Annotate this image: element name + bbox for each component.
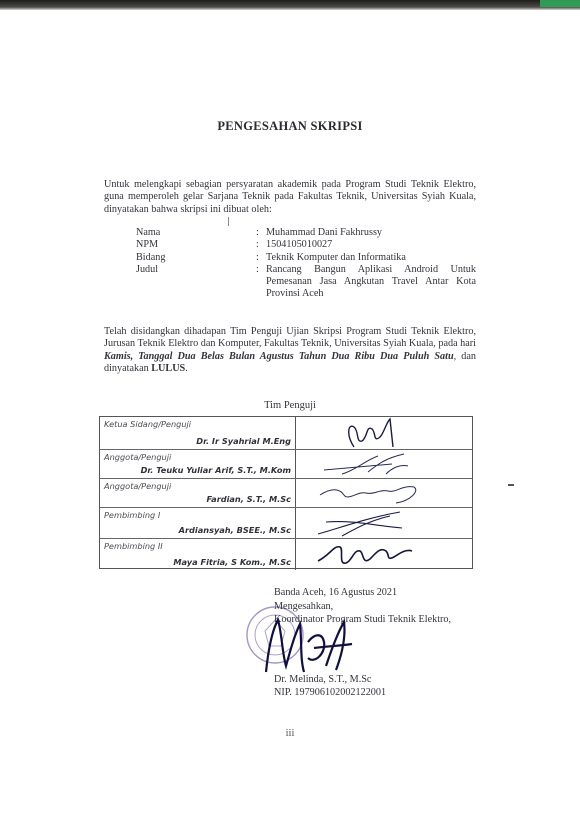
approval-place-date: Banda Aceh, 16 Agustus 2021	[274, 587, 398, 598]
intro-paragraph: Untuk melengkapi sebagian persyaratan akademik pada Program Studi Teknik Elektro, guna memperoleh gelar Sarjana Teknik pada Fakultas Teknik, Universitas Syiah Kuala, dinyatakan bahwa skripsi ini dibuat oleh:	[104, 179, 476, 215]
examiner-name: Ardiansyah, BSEE., M.Sc	[178, 525, 291, 535]
colon: :	[256, 251, 259, 263]
colon: :	[256, 227, 259, 238]
approval-nip: NIP. 197906102002122001	[274, 687, 387, 699]
examiner-role: Ketua Sidang/Penguji	[104, 419, 192, 429]
signature-mark	[296, 539, 474, 570]
thesis-title-row	[136, 264, 476, 301]
examiner-info-cell	[100, 450, 296, 478]
pen-mark	[228, 217, 229, 226]
defense-paragraph	[104, 326, 476, 375]
approval-signer: Dr. Melinda, S.T., M.Sc	[274, 673, 372, 685]
field-label: Bidang	[136, 251, 166, 263]
title-label: Judul	[136, 263, 159, 275]
examiner-info-cell	[100, 417, 296, 449]
colon: :	[256, 263, 259, 275]
approval-label: Mengesahkan,	[274, 600, 334, 612]
examiner-row	[100, 539, 472, 570]
signature-cell	[296, 539, 474, 570]
signature-mark	[296, 479, 474, 508]
defense-result: LULUS	[151, 362, 186, 374]
student-field-row	[136, 252, 476, 264]
scan-edge-color-mark	[540, 0, 580, 7]
examiner-name: Dr. Ir Syahrial M.Eng	[196, 436, 291, 446]
signature-cell	[296, 450, 474, 478]
examiner-row	[100, 479, 472, 508]
student-name: Muhammad Dani Fakhrussy	[266, 227, 383, 238]
colon: :	[256, 239, 259, 251]
pen-mark	[508, 484, 514, 486]
signature-mark	[296, 508, 474, 539]
signature-cell	[296, 508, 474, 538]
defense-text: Telah disidangkan dihadapan Tim Penguji Ujian Skripsi Program Studi Teknik Elektro, Jurusan Teknik Elektro dan Komputer, Fakultas Teknik, Universitas Syiah Kuala, pada hari	[104, 326, 476, 350]
examiner-info-cell	[100, 539, 296, 570]
signature-mark	[296, 450, 474, 479]
signature-cell	[296, 417, 474, 449]
examiner-role: Anggota/Penguji	[104, 481, 172, 491]
student-npm-row	[136, 239, 476, 251]
examiner-role: Pembimbing II	[104, 541, 163, 551]
page-title: PENGESAHAN SKRIPSI	[217, 119, 363, 133]
examiner-role: Anggota/Penguji	[104, 452, 172, 462]
examiner-row	[100, 417, 472, 450]
signature-cell	[296, 479, 474, 507]
panel-caption: Tim Penguji	[264, 400, 316, 411]
examiner-role: Pembimbing I	[104, 510, 161, 520]
approval-position: Koordinator Program Studi Teknik Elektro,	[274, 614, 452, 626]
student-npm: 1504105010027	[266, 239, 333, 251]
examiner-info-cell	[100, 508, 296, 538]
examiner-info-cell	[100, 479, 296, 507]
examiner-table	[99, 416, 473, 569]
npm-label: NPM	[136, 239, 159, 251]
examiner-name: Dr. Teuku Yuliar Arif, S.T., M.Kom	[140, 465, 291, 475]
examiner-name: Fardian, S.T., M.Sc	[206, 494, 291, 504]
student-field: Teknik Komputer dan Informatika	[266, 251, 406, 263]
defense-date: Kamis, Tanggal Dua Belas Bulan Agustus Tahun Dua Ribu Dua Puluh Satu	[104, 350, 454, 362]
student-info	[136, 227, 476, 301]
scan-top-edge	[0, 0, 580, 10]
defense-text-middle: , dan dinyatakan	[104, 350, 476, 374]
signature-mark	[296, 417, 474, 450]
thesis-title: Rancang Bangun Aplikasi Android Untuk Pemesanan Jasa Angkutan Travel Antar Kota Provinsi Aceh	[266, 263, 476, 300]
page-number: iii	[285, 728, 295, 739]
name-label: Nama	[136, 227, 161, 238]
student-name-row	[136, 227, 476, 239]
examiner-name: Maya Fitria, S Kom., M.Sc	[173, 557, 291, 567]
defense-text-end: .	[185, 362, 188, 374]
examiner-row	[100, 508, 472, 539]
examiner-row	[100, 450, 472, 479]
coordinator-signature	[248, 612, 358, 680]
